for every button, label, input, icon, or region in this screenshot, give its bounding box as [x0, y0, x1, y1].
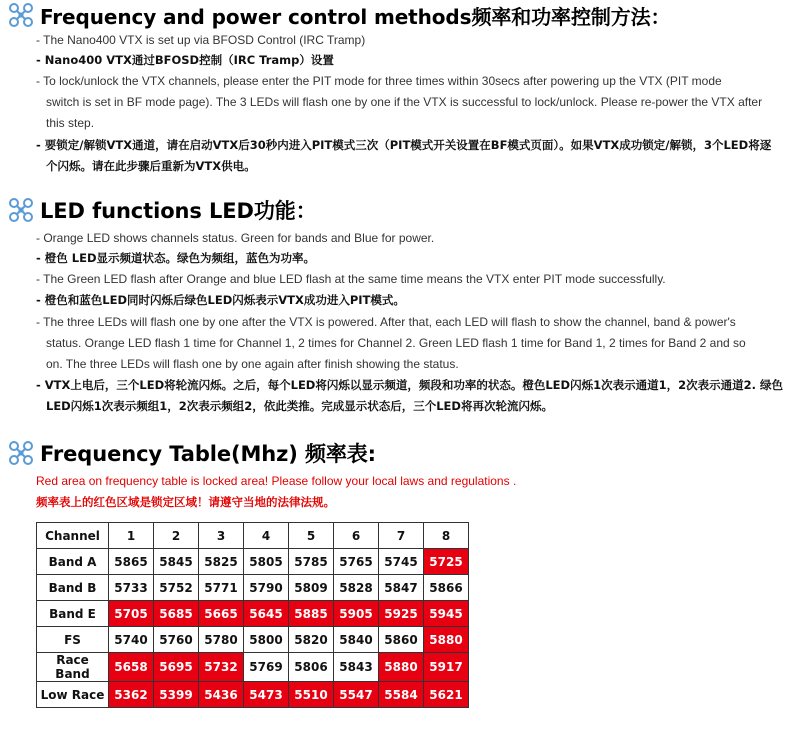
locked-frequency-cell: 5880 — [424, 627, 469, 653]
locked-frequency-cell: 5584 — [379, 682, 424, 708]
section2-line-4: - 橙色和蓝色LED同时闪烁后绿色LED闪烁表示VTX成功进入PIT模式。 — [36, 293, 405, 307]
locked-frequency-cell: 5945 — [424, 601, 469, 627]
frequency-cell: 5790 — [244, 575, 289, 601]
header-channel-1: 1 — [109, 523, 154, 549]
drone-icon — [8, 440, 34, 466]
section1-line-7: 个闪烁。请在此步骤后重新为VTX供电。 — [46, 159, 256, 173]
drone-icon — [8, 2, 34, 28]
section1-line-2: - Nano400 VTX通过BFOSD控制（IRC Tramp）设置 — [36, 53, 334, 67]
locked-warning-cn: 频率表上的红色区域是锁定区域！请遵守当地的法律法规。 — [36, 495, 335, 509]
frequency-cell: 5865 — [109, 549, 154, 575]
frequency-cell: 5800 — [244, 627, 289, 653]
section1-line-6: - 要锁定/解锁VTX通道，请在启动VTX后30秒内进入PIT模式三次（PIT模式开关设置在BF模式页面）。如果VTX成功锁定/解锁，3个LED将逐 — [36, 138, 772, 152]
band-name: Race Band — [37, 653, 109, 682]
drone-icon — [8, 197, 34, 223]
locked-frequency-cell: 5725 — [424, 549, 469, 575]
frequency-cell: 5780 — [199, 627, 244, 653]
header-channel-2: 2 — [154, 523, 199, 549]
frequency-cell: 5847 — [379, 575, 424, 601]
section2-title: LED functions LED功能： — [40, 199, 317, 223]
frequency-cell: 5733 — [109, 575, 154, 601]
band-name: Low Race — [37, 682, 109, 708]
locked-frequency-cell: 5645 — [244, 601, 289, 627]
table-row — [37, 601, 469, 627]
table-row — [37, 653, 469, 682]
section3-heading — [8, 438, 376, 468]
table-row — [37, 682, 469, 708]
locked-frequency-cell: 5510 — [289, 682, 334, 708]
section2-line-3: - The Green LED flash after Orange and blue LED flash at the same time means the VTX enter PIT mode successfully. — [36, 272, 666, 286]
locked-frequency-cell: 5732 — [199, 653, 244, 682]
section3-title: Frequency Table(Mhz) 频率表: — [40, 442, 376, 466]
frequency-cell: 5845 — [154, 549, 199, 575]
frequency-table — [36, 522, 469, 708]
locked-frequency-cell: 5685 — [154, 601, 199, 627]
locked-frequency-cell: 5905 — [334, 601, 379, 627]
table-row — [37, 627, 469, 653]
section1-line-4: switch is set in BF mode page). The 3 LEDs will flash one by one if the VTX is successful to lock/unlock. Please re-power the VTX after — [46, 95, 763, 109]
locked-frequency-cell: 5925 — [379, 601, 424, 627]
band-name: Band E — [37, 601, 109, 627]
frequency-cell: 5769 — [244, 653, 289, 682]
header-channel-7: 7 — [379, 523, 424, 549]
locked-frequency-cell: 5362 — [109, 682, 154, 708]
frequency-cell: 5840 — [334, 627, 379, 653]
frequency-cell: 5740 — [109, 627, 154, 653]
locked-frequency-cell: 5885 — [289, 601, 334, 627]
locked-frequency-cell: 5621 — [424, 682, 469, 708]
frequency-cell: 5806 — [289, 653, 334, 682]
frequency-cell: 5745 — [379, 549, 424, 575]
table-row — [37, 549, 469, 575]
locked-frequency-cell: 5547 — [334, 682, 379, 708]
frequency-cell: 5843 — [334, 653, 379, 682]
section1-line-3: - To lock/unlock the VTX channels, please enter the PIT mode for three times within 30secs after powering up the VTX (PIT mode — [36, 74, 722, 88]
frequency-cell: 5760 — [154, 627, 199, 653]
frequency-cell: 5820 — [289, 627, 334, 653]
locked-frequency-cell: 5705 — [109, 601, 154, 627]
locked-frequency-cell: 5399 — [154, 682, 199, 708]
header-channel-8: 8 — [424, 523, 469, 549]
frequency-cell: 5805 — [244, 549, 289, 575]
band-name: FS — [37, 627, 109, 653]
section1-line-5: this step. — [46, 116, 95, 130]
frequency-cell: 5785 — [289, 549, 334, 575]
header-channel-5: 5 — [289, 523, 334, 549]
section2-line-6: status. Orange LED flash 1 time for Channel 1, 2 times for Channel 2. Green LED flash 1 time for Band 1, 2 times for Band 2 and so — [46, 336, 746, 350]
section2-line-8: - VTX上电后，三个LED将轮流闪烁。之后，每个LED将闪烁以显示频道，频段和功率的状态。橙色LED闪烁1次表示通道1，2次表示通道2. 绿色 — [36, 378, 783, 392]
locked-frequency-cell: 5658 — [109, 653, 154, 682]
header-channel-6: 6 — [334, 523, 379, 549]
section2-line-7: on. The three LEDs will flash one by one again after finish showing the status. — [46, 357, 459, 371]
header-channel-label: Channel — [37, 523, 109, 549]
locked-frequency-cell: 5473 — [244, 682, 289, 708]
frequency-cell: 5828 — [334, 575, 379, 601]
frequency-cell: 5809 — [289, 575, 334, 601]
band-name: Band A — [37, 549, 109, 575]
section2-line-2: - 橙色 LED显示频道状态。绿色为频组，蓝色为功率。 — [36, 251, 316, 265]
locked-frequency-cell: 5917 — [424, 653, 469, 682]
band-name: Band B — [37, 575, 109, 601]
frequency-cell: 5825 — [199, 549, 244, 575]
table-header-row — [37, 523, 469, 549]
locked-frequency-cell: 5665 — [199, 601, 244, 627]
frequency-cell: 5860 — [379, 627, 424, 653]
frequency-cell: 5866 — [424, 575, 469, 601]
section1-heading — [8, 0, 670, 30]
header-channel-3: 3 — [199, 523, 244, 549]
frequency-cell: 5752 — [154, 575, 199, 601]
section2-line-1: - Orange LED shows channels status. Green for bands and Blue for power. — [36, 231, 435, 245]
locked-warning-en: Red area on frequency table is locked area! Please follow your local laws and regulations . — [36, 474, 517, 488]
header-channel-4: 4 — [244, 523, 289, 549]
locked-frequency-cell: 5880 — [379, 653, 424, 682]
section1-title: Frequency and power control methods频率和功率控制方法： — [40, 4, 671, 29]
frequency-cell: 5771 — [199, 575, 244, 601]
section2-line-5: - The three LEDs will flash one by one after the VTX is powered. After that, each LED will flash to show the channel, band & power's — [36, 315, 736, 329]
locked-frequency-cell: 5436 — [199, 682, 244, 708]
section1-line-1: - The Nano400 VTX is set up via BFOSD Control (IRC Tramp) — [36, 33, 366, 47]
section2-line-9: LED闪烁1次表示频组1，2次表示频组2，依此类推。完成显示状态后，三个LED将再次轮流闪烁。 — [46, 399, 553, 413]
section2-heading — [8, 195, 317, 225]
table-row — [37, 575, 469, 601]
frequency-cell: 5765 — [334, 549, 379, 575]
locked-frequency-cell: 5695 — [154, 653, 199, 682]
